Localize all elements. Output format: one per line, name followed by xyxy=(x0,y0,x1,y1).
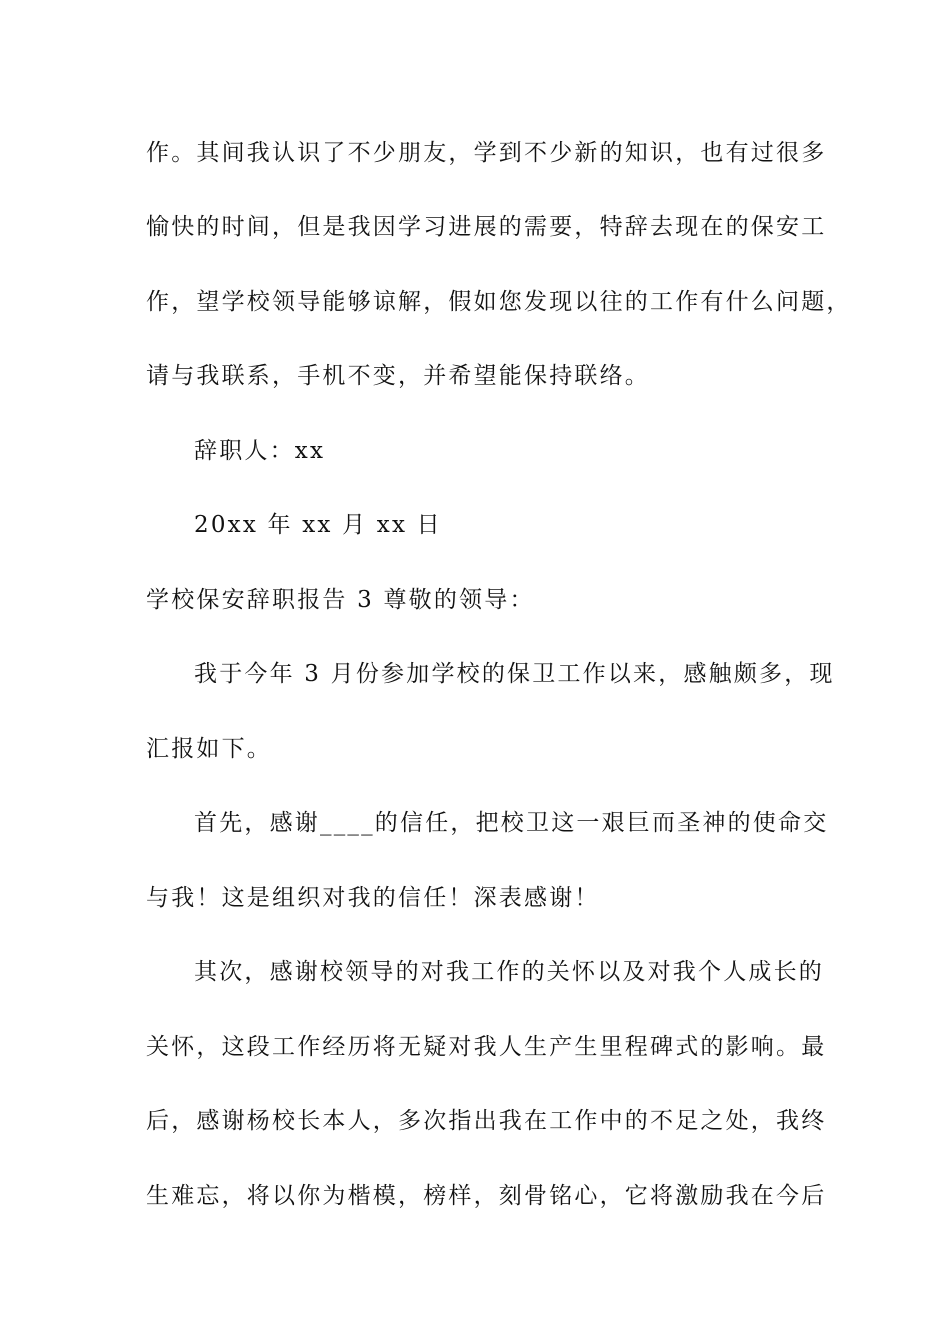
text-line: 与我！这是组织对我的信任！深表感谢！ xyxy=(146,885,600,911)
section-heading: 学校保安辞职报告 3 尊敬的领导： xyxy=(146,587,535,613)
text-line: 我于今年 3 月份参加学校的保卫工作以来，感触颇多，现 xyxy=(194,661,835,687)
text-line: 作。其间我认识了不少朋友，学到不少新的知识，也有过很多 xyxy=(146,140,827,166)
text-line: 请与我联系，手机不变，并希望能保持联络。 xyxy=(146,363,650,389)
text-line: 其次，感谢校领导的对我工作的关怀以及对我个人成长的 xyxy=(194,959,824,985)
text-line: 作，望学校领导能够谅解，假如您发现以往的工作有什么问题， xyxy=(146,289,852,315)
text-line: 关怀，这段工作经历将无疑对我人生产生里程碑式的影响。最 xyxy=(146,1034,827,1060)
text-line: 愉快的时间，但是我因学习进展的需要，特辞去现在的保安工 xyxy=(146,214,827,240)
text-line: 首先，感谢____的信任，把校卫这一艰巨而圣神的使命交 xyxy=(194,810,829,836)
text-line: 汇报如下。 xyxy=(146,736,272,762)
text-line: 生难忘，将以你为楷模，榜样，刻骨铭心，它将激励我在今后 xyxy=(146,1183,827,1209)
date-line: 20xx 年 xx 月 xx 日 xyxy=(194,512,442,538)
text-line: 后，感谢杨校长本人，多次指出我在工作中的不足之处，我终 xyxy=(146,1108,827,1134)
signature-line: 辞职人：xx xyxy=(194,438,326,464)
